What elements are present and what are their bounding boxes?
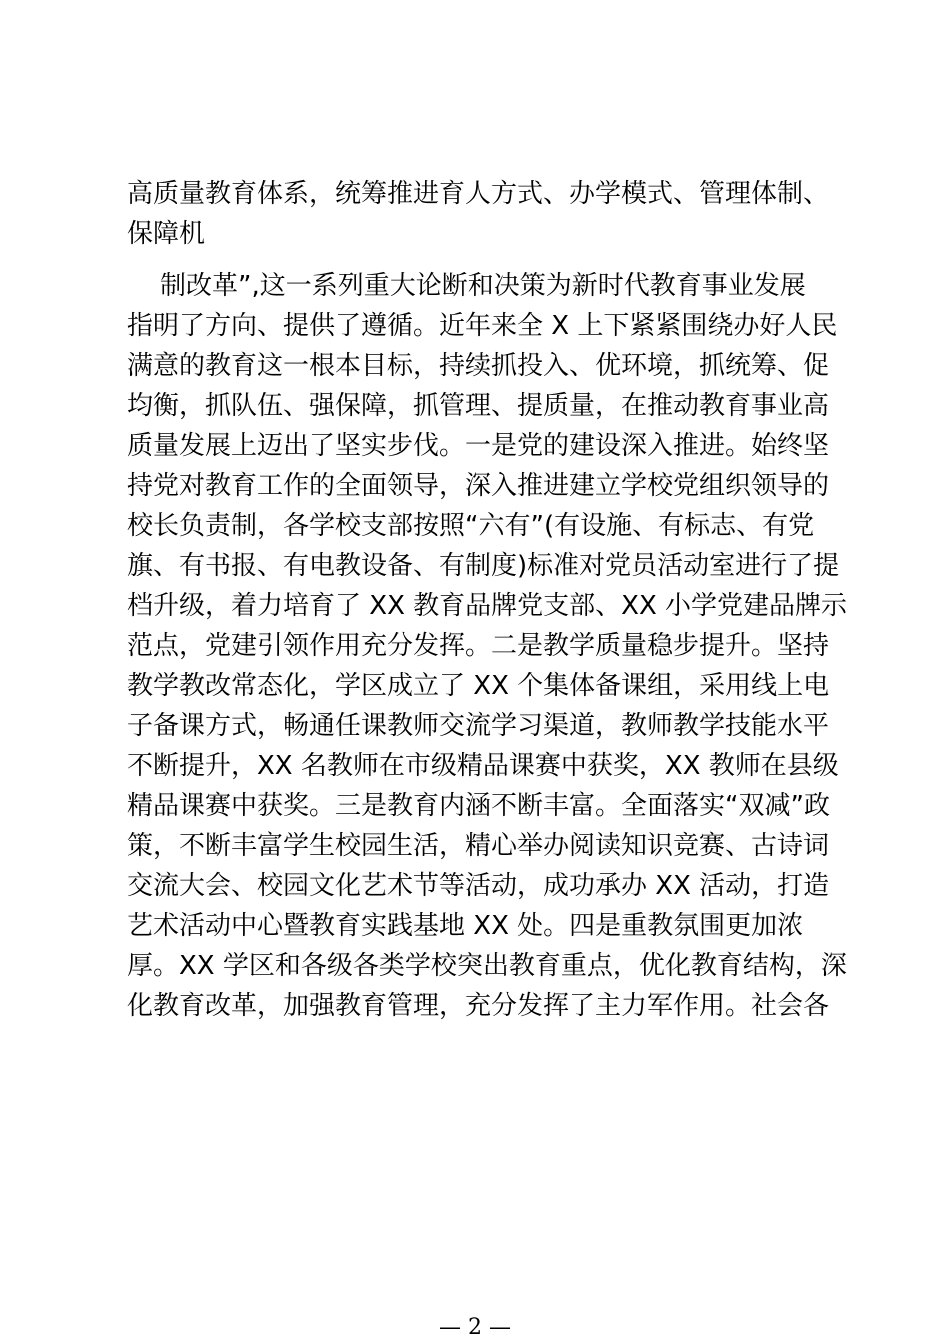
text-line: 厚。XX 学区和各级各类学校突出教育重点，优化教育结构，深 xyxy=(127,951,847,981)
text-line: 指明了方向、提供了遵循。近年来全 X 上下紧紧围绕办好人民 xyxy=(127,311,838,341)
text-line: 校长负责制，各学校支部按照“六有”(有设施、有标志、有党 xyxy=(127,511,815,541)
page-number: — 2 — xyxy=(439,1315,511,1340)
text-line: 档升级，着力培育了 XX 教育品牌党支部、XX 小学党建品牌示 xyxy=(127,591,848,621)
text-line: 制改革”,这一系列重大论断和决策为新时代教育事业发展 xyxy=(127,271,806,301)
text-line: 交流大会、校园文化艺术节等活动，成功承办 XX 活动，打造 xyxy=(127,871,830,901)
text-line: 艺术活动中心暨教育实践基地 XX 处。四是重教氛围更加浓 xyxy=(127,911,804,941)
text-line: 化教育改革，加强教育管理，充分发挥了主力军作用。社会各 xyxy=(127,991,830,1021)
text-line: 精品课赛中获奖。三是教育内涵不断丰富。全面落实“双减”政 xyxy=(127,791,830,821)
text-line: 策，不断丰富学生校园生活，精心举办阅读知识竞赛、古诗词 xyxy=(127,831,830,861)
text-line: 教学教改常态化，学区成立了 XX 个集体备课组，采用线上电 xyxy=(127,671,830,701)
text-line: 子备课方式，畅通任课教师交流学习渠道，教师教学技能水平 xyxy=(127,711,830,741)
text-line: 保障机 xyxy=(127,219,206,249)
text-line: 高质量教育体系，统筹推进育人方式、办学模式、管理体制、 xyxy=(127,179,830,209)
text-line: 持党对教育工作的全面领导，深入推进建立学校党组织领导的 xyxy=(127,471,830,501)
paragraph-continued xyxy=(127,174,847,254)
text-line: 范点，党建引领作用充分发挥。二是教学质量稳步提升。坚持 xyxy=(127,631,830,661)
text-line: 旗、有书报、有电教设备、有制度)标准对党员活动室进行了提 xyxy=(127,551,840,581)
text-line: 不断提升，XX 名教师在市级精品课赛中获奖，XX 教师在县级 xyxy=(127,751,839,781)
paragraph-main xyxy=(127,266,847,1026)
text-line: 均衡，抓队伍、强保障，抓管理、提质量，在推动教育事业高 xyxy=(127,391,830,421)
text-line: 质量发展上迈出了坚实步伐。一是党的建设深入推进。始终坚 xyxy=(127,431,830,461)
text-line: 满意的教育这一根本目标，持续抓投入、优环境，抓统筹、促 xyxy=(127,351,830,381)
